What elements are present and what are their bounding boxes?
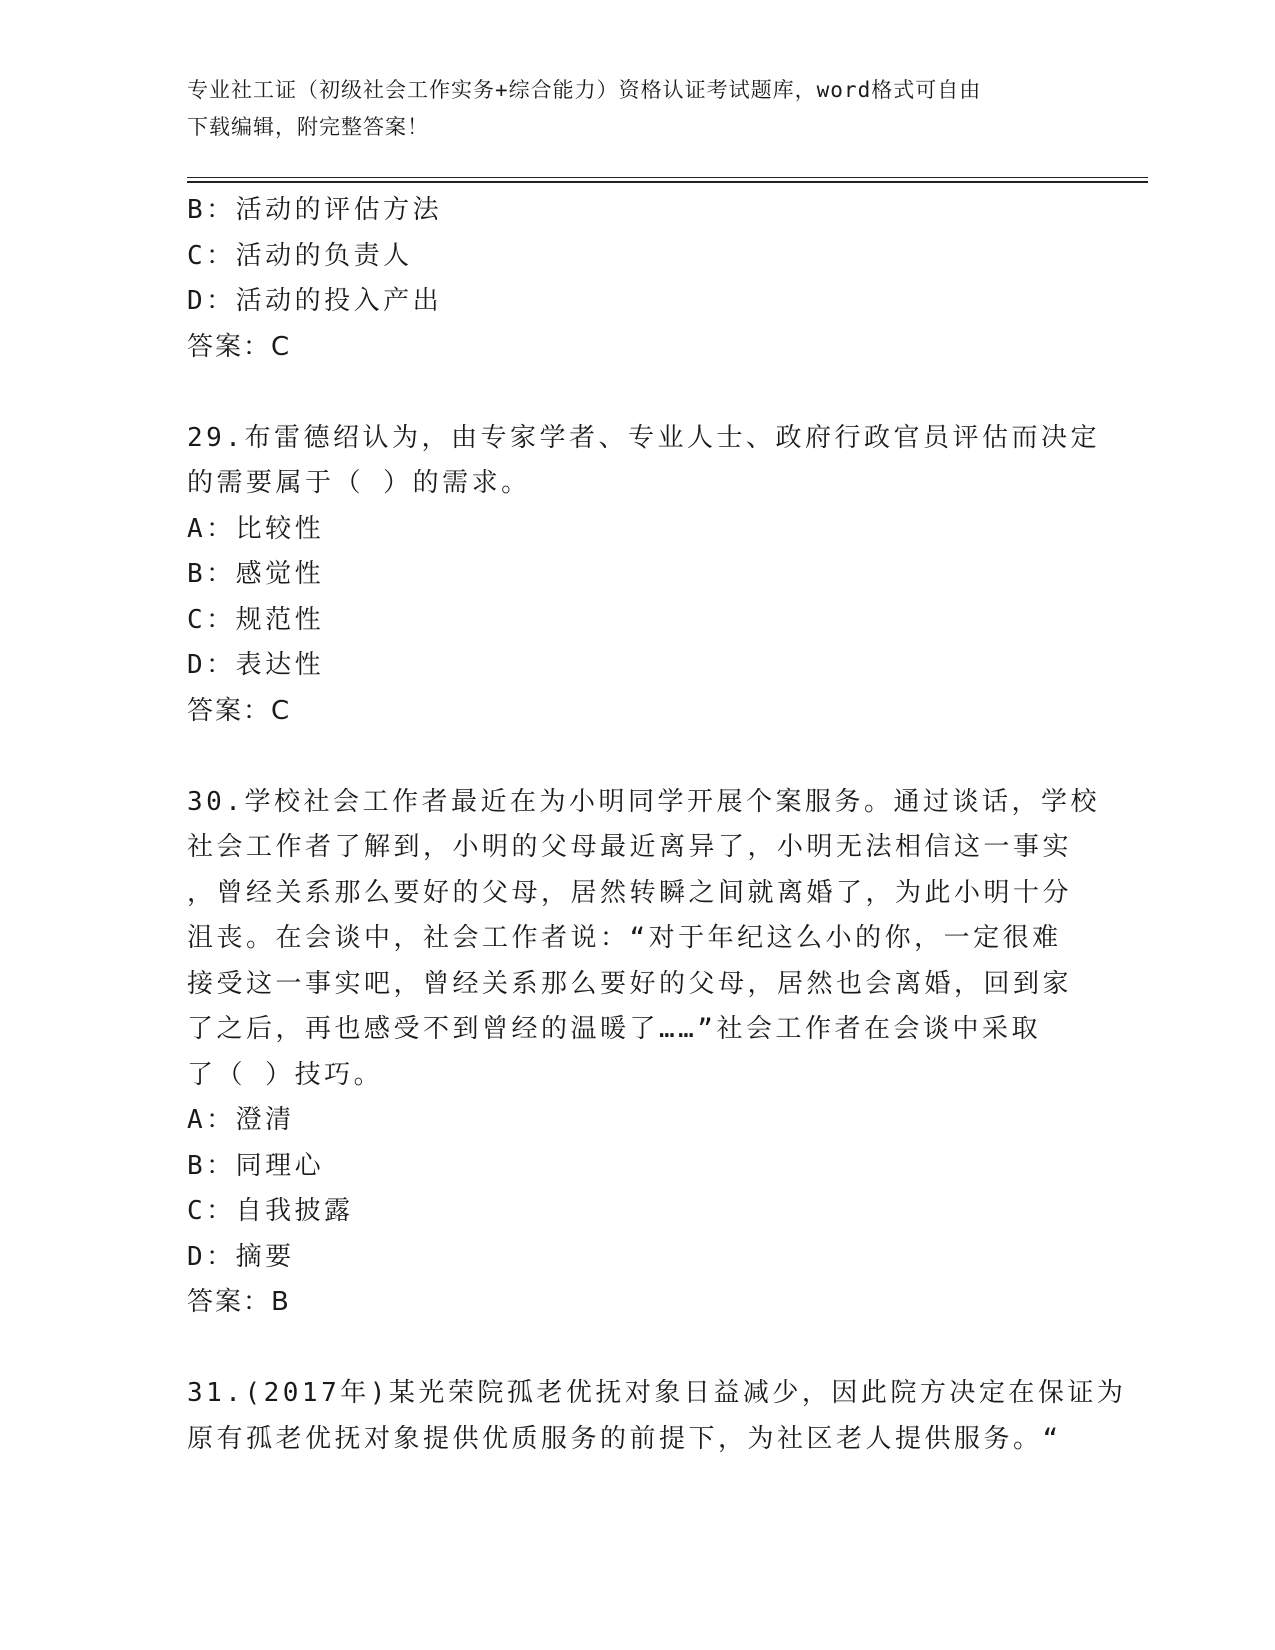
question-content: [187, 188, 1127, 1462]
header-line-2: 下载编辑，附完整答案！: [187, 115, 429, 139]
header-line-1: 专业社工证（初级社会工作实务+综合能力）资格认证考试题库，word格式可自由: [187, 78, 982, 102]
header-divider-thick: [187, 181, 1148, 183]
q30-option-d: D：摘要: [187, 1241, 295, 1272]
q30-option-b: B：同理心: [187, 1150, 325, 1181]
spacer: [187, 370, 1087, 416]
q28-option-b: B：活动的评估方法: [187, 195, 443, 225]
q28-option-d: D：活动的投入产出: [187, 286, 443, 316]
q28-answer: 答案：C: [187, 331, 292, 362]
q30-stem-line-3: ，曾经关系那么要好的父母，居然转瞬之间就离婚了，为此小明十分: [187, 877, 1073, 908]
q30-answer: 答案：B: [187, 1287, 291, 1317]
q30-stem-line-6: 了之后，再也感受不到曾经的温暖了……”社会工作者在会谈中采取: [187, 1014, 1041, 1044]
page-header: [187, 72, 1087, 146]
q29-option-b: B：感觉性: [187, 559, 325, 589]
q30-stem-line-1: 30.学校社会工作者最近在为小明同学开展个案服务。通过谈话，学校: [187, 786, 1100, 817]
spacer: [187, 734, 1087, 780]
q29-option-d: D：表达性: [187, 650, 325, 680]
spacer: [187, 1326, 1087, 1372]
q31-stem-line-2: 原有孤老优抚对象提供优质服务的前提下，为社区老人提供服务。“: [187, 1423, 1062, 1454]
q30-option-a: A：澄清: [187, 1105, 295, 1135]
q29-stem-line-1: 29.布雷德绍认为，由专家学者、专业人士、政府行政官员评估而决定: [187, 422, 1100, 453]
q30-stem-line-5: 接受这一事实吧，曾经关系那么要好的父母，居然也会离婚，回到家: [187, 968, 1073, 999]
q30-stem-line-4: 沮丧。在会谈中，社会工作者说：“对于年纪这么小的你，一定很难: [187, 923, 1062, 953]
header-divider-thin: [187, 177, 1148, 178]
q29-option-c: C：规范性: [187, 604, 325, 635]
q28-option-c: C：活动的负责人: [187, 240, 413, 271]
q31-stem-line-1: 31.(2017年)某光荣院孤老优抚对象日益减少，因此院方决定在保证为: [187, 1378, 1127, 1408]
q30-stem-line-2: 社会工作者了解到，小明的父母最近离异了，小明无法相信这一事实: [187, 832, 1073, 862]
q29-option-a: A：比较性: [187, 513, 325, 544]
q30-stem-line-7: 了（ ）技巧。: [187, 1059, 384, 1090]
q30-option-c: C：自我披露: [187, 1196, 354, 1226]
q29-stem-line-2: 的需要属于（ ）的需求。: [187, 468, 531, 498]
q29-answer: 答案：C: [187, 695, 292, 726]
